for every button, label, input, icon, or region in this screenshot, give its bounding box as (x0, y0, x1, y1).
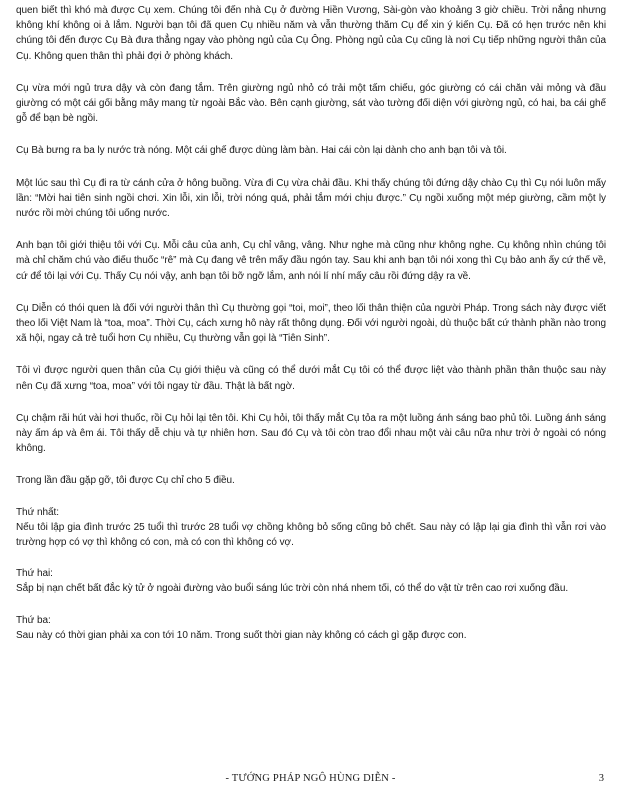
list-item (16, 566, 606, 596)
item-text: Sau này có thời gian phải xa con tới 10 năm. Trong suốt thời gian này không có cách gì gặp được con. (16, 629, 467, 641)
paragraph: Cụ Diễn có thói quen là đối với người thân thì Cụ thường gọi “toi, moi”, theo lối thân thiện của người Pháp. Trong sách này được viết theo lối Việt Nam là “toa, moa”. Thời Cụ, cách xưng hô này rất thông dụng. Đối với người ngoài, dù thuộc bất cứ thành phần nào trong xã hội, ngay cả trẻ tuổi hơn Cụ nhiều, Cụ thường vẫn gọi là “Tiên Sinh”. (16, 302, 606, 345)
paragraph: Cụ chậm rãi hút vài hơi thuốc, rồi Cụ hỏi lại tên tôi. Khi Cụ hỏi, tôi thấy mắt Cụ tỏa ra một luồng ánh sáng bao phủ tôi. Luồng ánh sáng này ấm áp và êm ái. Tôi thấy dễ chịu và tự nhiên hơn. Sau đó Cụ và tôi còn trao đổi nhau một vài câu nữa như trời ở ngoài có nóng không. (16, 412, 606, 455)
paragraph: Anh bạn tôi giới thiệu tôi với Cụ. Mỗi câu của anh, Cụ chỉ vâng, vâng. Như nghe mà cũng như không nghe. Cụ không nhìn chúng tôi mà chỉ chăm chú vào điếu thuốc “rê” mà Cụ đang vê trên mấy đầu ngón tay. Sau khi anh bạn tôi nói xong thì Cụ bảo anh ấy cứ thế về, cứ để tôi lại với Cụ. Thấy Cụ nói vậy, anh bạn tôi bỡ ngỡ lắm, anh nói lí nhí mấy câu rồi đứng dậy ra về. (16, 240, 606, 282)
paragraph: Trong lần đầu gặp gỡ, tôi được Cụ chỉ cho 5 điều. (16, 475, 235, 487)
paragraph: Cụ vừa mới ngủ trưa dậy và còn đang tắm. Trên giường ngủ nhỏ có trải một tấm chiếu, góc giường có cái chăn vải mỏng và đầu giường có một cái gối bằng mây mang từ ngoài Bắc vào. Bên cạnh giường, sát vào tường đối diện với giường ngủ, có hai, ba cái ghế gỗ để bạn bè ngồi. (16, 82, 606, 125)
page-body (16, 3, 606, 659)
list-item (16, 505, 606, 551)
list-item (16, 613, 606, 643)
item-text: Nếu tôi lập gia đình trước 25 tuổi thì trước 28 tuổi vợ chồng không bỏ sống cũng bỏ chết. Sau này có lập lại gia đình thì vẫn rơi vào trường hợp có vợ thì không có con, mà có con thì không có vợ. (16, 521, 606, 549)
item-text: Sắp bị nạn chết bất đắc kỳ tử ở ngoài đường vào buổi sáng lúc trời còn nhá nhem tối, có thể do vật từ trên cao rơi xuống đầu. (16, 583, 569, 595)
item-label: Thứ hai: (16, 568, 53, 580)
item-label: Thứ nhất: (16, 506, 59, 518)
item-label: Thứ ba: (16, 614, 51, 626)
page-footer (0, 771, 621, 787)
paragraph: Một lúc sau thì Cụ đi ra từ cánh cửa ở hông buồng. Vừa đi Cụ vừa chải đầu. Khi thấy chúng tôi đứng dậy chào Cụ thì Cụ nói luôn mấy lần: “Mời hai tiên sinh ngồi chơi. Xin lỗi, xin lỗi, trời nóng quá, phải tắm mới chịu được.” Cụ ngồi xuống một mép giường, cầm một ly nước rồi mời chúng tôi uống nước. (16, 177, 606, 220)
paragraph: quen biết thì khó mà được Cụ xem. Chúng tôi đến nhà Cụ ở đường Hiền Vương, Sài-gòn vào khoảng 3 giờ chiều. Trời nắng nhưng không khí không oi ả lắm. Người bạn tôi đã quen Cụ nhiều năm và vẫn thường thăm Cụ để xin ý kiến Cụ. Đã có hẹn trước nên khi chúng tôi đến được Cụ Bà đưa thẳng ngay vào phòng ngủ của Cụ Ông. Phòng ngủ của Cụ cũng là nơi Cụ tiếp những người thân của Cụ. Không quen thân thì phải đợi ở phòng khách. (16, 5, 606, 62)
footer-title: - TƯỚNG PHÁP NGÔ HÙNG DIỄN - (225, 773, 396, 784)
page-number: 3 (598, 773, 604, 784)
paragraph: Cụ Bà bưng ra ba ly nước trà nóng. Một cái ghế được dùng làm bàn. Hai cái còn lại dành cho anh bạn tôi và tôi. (16, 145, 507, 157)
paragraph: Tôi vì được người quen thân của Cụ giới thiệu và cũng có thể dưới mắt Cụ tôi có thể được liệt vào thành phần thân thuộc sau này nên Cụ đã xưng “toa, moa” với tôi ngay từ đầu. Thật là bất ngờ. (16, 365, 606, 392)
